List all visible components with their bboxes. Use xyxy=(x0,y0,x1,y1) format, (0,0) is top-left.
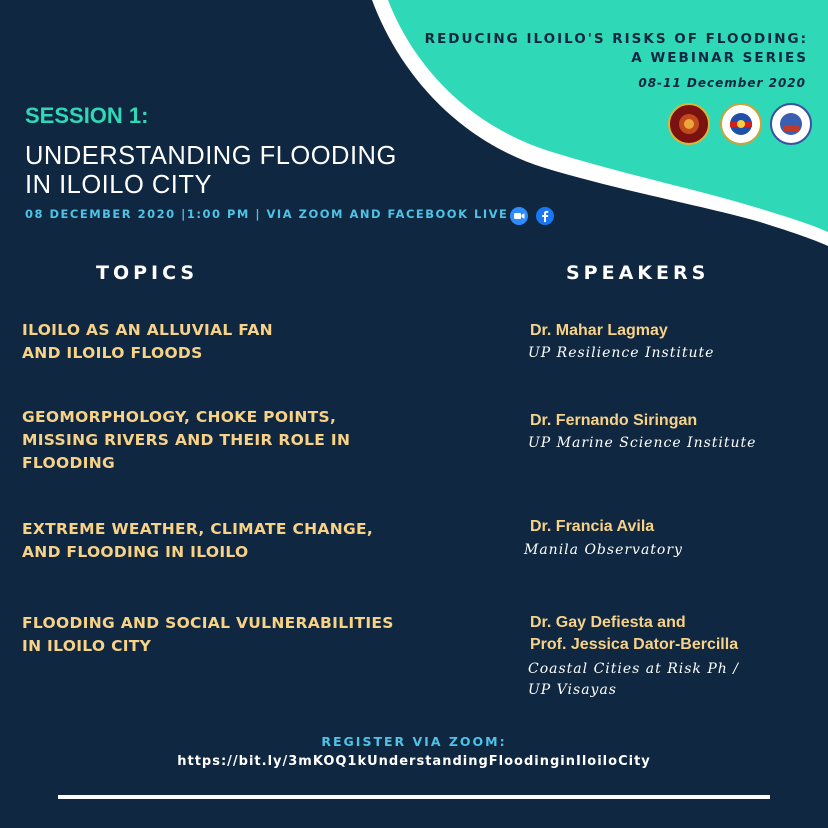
speaker-name: Dr. Francia Avila xyxy=(530,518,655,535)
topic-line: EXTREME WEATHER, CLIMATE CHANGE, xyxy=(22,520,374,538)
topic-line: AND FLOODING IN ILOILO xyxy=(22,543,249,561)
speaker-name xyxy=(530,612,738,656)
footer-divider xyxy=(58,795,770,799)
topic-line: FLOODING xyxy=(22,454,115,472)
topic-line: ILOILO AS AN ALLUVIAL FAN xyxy=(22,321,273,339)
series-title xyxy=(425,30,808,68)
speaker-institution: Manila Observatory xyxy=(524,542,683,558)
speaker-name-line: Dr. Gay Defiesta and xyxy=(530,614,686,631)
institution-line: UP Visayas xyxy=(528,682,617,698)
speaker-name: Dr. Mahar Lagmay xyxy=(530,322,668,339)
topic-item xyxy=(22,518,373,564)
topic-line: FLOODING AND SOCIAL VULNERABILITIES xyxy=(22,614,394,632)
seal-icon xyxy=(770,103,812,145)
institution-line: Coastal Cities at Risk Ph / xyxy=(528,661,739,677)
session-title-line1: UNDERSTANDING FLOODING xyxy=(25,142,397,170)
speaker-institution xyxy=(528,659,739,701)
speaker-institution: UP Marine Science Institute xyxy=(528,435,757,451)
seal-icon xyxy=(668,103,710,145)
speaker-institution: UP Resilience Institute xyxy=(528,345,715,361)
speaker-name-line: Prof. Jessica Dator-Bercilla xyxy=(530,636,739,653)
series-dates: 08-11 December 2020 xyxy=(638,76,806,90)
session-title-line2: IN ILOILO CITY xyxy=(25,171,212,199)
topic-item xyxy=(22,406,350,475)
speaker-name: Dr. Fernando Siringan xyxy=(530,412,698,429)
topic-item xyxy=(22,612,394,658)
session-title xyxy=(25,142,397,200)
topic-line: IN ILOILO CITY xyxy=(22,637,152,655)
facebook-icon xyxy=(536,207,554,225)
register-label: REGISTER VIA ZOOM: xyxy=(321,734,507,749)
seal-icon xyxy=(720,103,762,145)
topics-heading: TOPICS xyxy=(96,262,199,284)
session-label: SESSION 1: xyxy=(25,103,149,128)
topic-line: AND ILOILO FLOODS xyxy=(22,344,203,362)
topic-line: MISSING RIVERS AND THEIR ROLE IN xyxy=(22,431,351,449)
topic-line: GEOMORPHOLOGY, CHOKE POINTS, xyxy=(22,408,337,426)
series-title-line2: A WEBINAR SERIES xyxy=(631,50,808,66)
speakers-heading: SPEAKERS xyxy=(566,262,710,284)
session-schedule: 08 DECEMBER 2020 |1:00 PM | VIA ZOOM AND FACEBOOK LIVE xyxy=(25,207,509,221)
register-link[interactable]: https://bit.ly/3mKOQ1kUnderstandingFloodinginIloiloCity xyxy=(177,754,651,769)
zoom-icon xyxy=(510,207,528,225)
series-title-line1: REDUCING ILOILO'S RISKS OF FLOODING: xyxy=(424,31,808,47)
topic-item xyxy=(22,319,273,365)
